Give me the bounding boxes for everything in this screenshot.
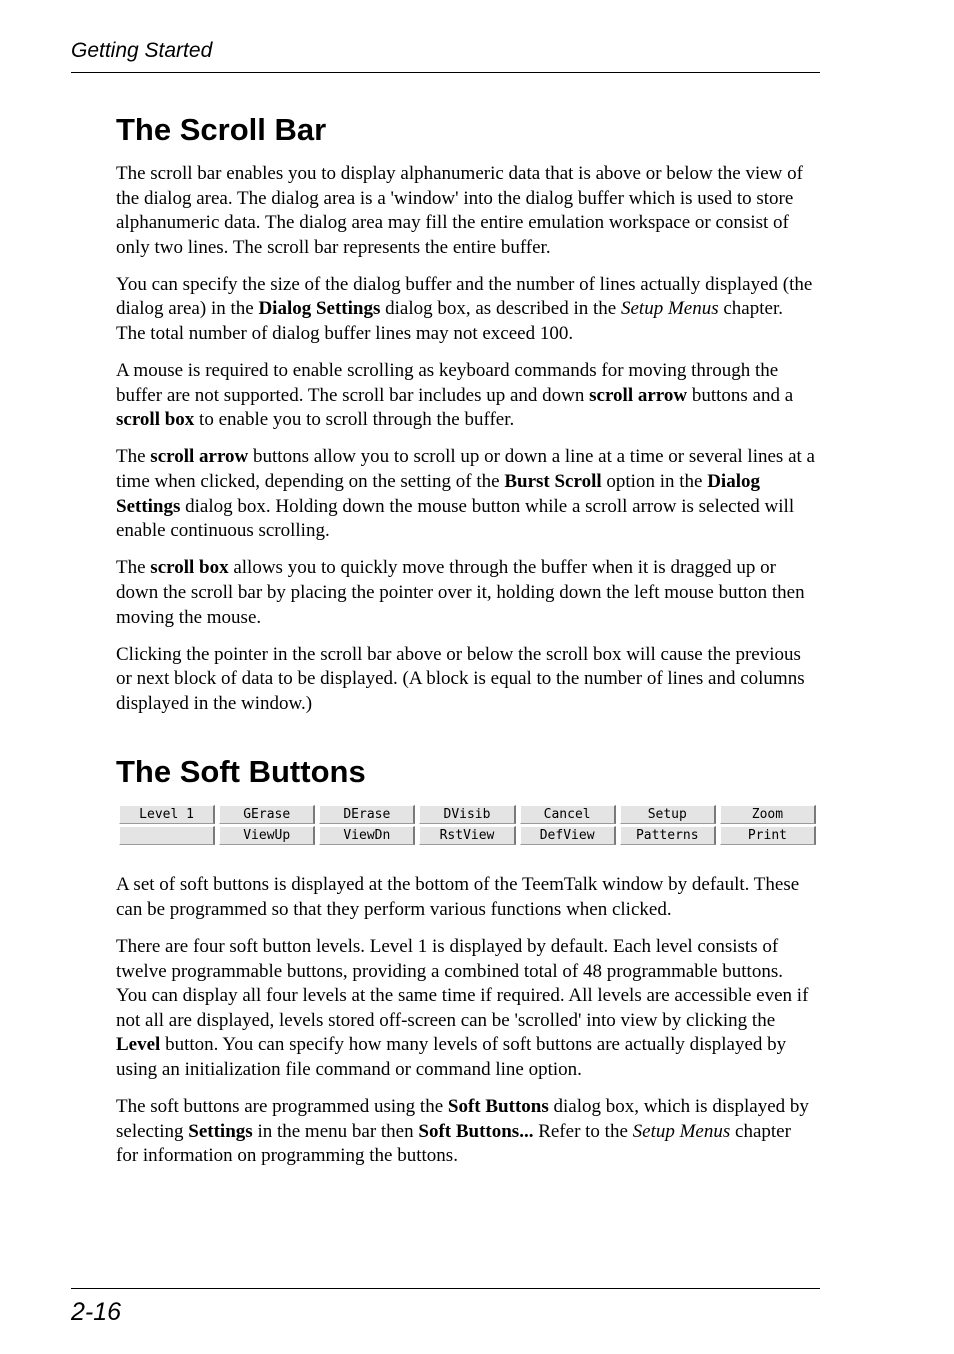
page-content bbox=[116, 108, 816, 1181]
paragraph: The scroll arrow buttons allow you to scroll up or down a line at a time or several lines at a time when clicked, depending on the setting of the Burst Scroll option in the Dialog Settings dialog box. Holding down the mouse button while a scroll arrow is selected will enable continuous scrolling. bbox=[116, 446, 815, 542]
soft-button-defview[interactable]: DefView bbox=[520, 826, 616, 845]
paragraph: A mouse is required to enable scrolling as keyboard commands for moving through the buffer are not supported. The scroll bar includes up and down scroll arrow buttons and a scroll box to enable you to scroll through the buffer. bbox=[116, 360, 794, 431]
paragraph: The scroll box allows you to quickly move through the buffer when it is dragged up or down the scroll bar by placing the pointer over it, holding down the left mouse button then moving the mouse. bbox=[116, 557, 805, 628]
soft-button-cancel[interactable]: Cancel bbox=[520, 805, 616, 824]
soft-button-viewup[interactable]: ViewUp bbox=[219, 826, 315, 845]
soft-button-dvisib[interactable]: DVisib bbox=[419, 805, 515, 824]
paragraph: You can specify the size of the dialog buffer and the number of lines actually displayed (the dialog area) in the Dialog Settings dialog box, as described in the Setup Menus chapter. The total number of dialog buffer lines may not exceed 100. bbox=[116, 273, 813, 345]
page-number: 2-16 bbox=[71, 1298, 122, 1326]
paragraph: The scroll bar enables you to display alphanumeric data that is above or below the view of the dialog area. The dialog area is a 'window' into the dialog buffer which is used to store alphanumeric data. The dialog area may fill the entire emulation workspace or consist of only two lines. The scroll bar represents the entire buffer. bbox=[116, 163, 803, 258]
paragraph: A set of soft buttons is displayed at the bottom of the TeemTalk window by default. These can be programmed so that they perform various functions when clicked. bbox=[116, 874, 800, 920]
soft-button-bar bbox=[119, 805, 816, 845]
section-heading-soft-buttons: The Soft Buttons bbox=[116, 754, 366, 790]
paragraph: There are four soft button levels. Level 1 is displayed by default. Each level consists of twelve programmable buttons, providing a combined total of 48 programmable buttons. You can display all four levels at the same time if required. All levels are accessible even if not all are displayed, levels stored off-screen can be 'scrolled' into view by clicking the Level button. You can specify how many levels of soft buttons are actually displayed by using an initialization file command or command line option. bbox=[116, 936, 809, 1081]
soft-button-gerase[interactable]: GErase bbox=[219, 805, 315, 824]
page-header bbox=[71, 38, 820, 73]
page-footer bbox=[71, 1288, 820, 1326]
soft-button-setup[interactable]: Setup bbox=[620, 805, 716, 824]
running-header-title: Getting Started bbox=[71, 39, 213, 62]
soft-button-blank[interactable] bbox=[119, 826, 215, 845]
soft-button-level[interactable]: Level 1 bbox=[119, 805, 215, 824]
soft-button-patterns[interactable]: Patterns bbox=[620, 826, 716, 845]
soft-button-derase[interactable]: DErase bbox=[319, 805, 415, 824]
soft-button-zoom[interactable]: Zoom bbox=[720, 805, 816, 824]
soft-button-viewdn[interactable]: ViewDn bbox=[319, 826, 415, 845]
paragraph: The soft buttons are programmed using the Soft Buttons dialog box, which is displayed by selecting Settings in the menu bar then Soft Buttons... Refer to the Setup Menus chapter for information on programming the buttons. bbox=[116, 1096, 809, 1167]
paragraph: Clicking the pointer in the scroll bar above or below the scroll box will cause the previous or next block of data to be displayed. (A block is equal to the number of lines and columns displayed in the window.) bbox=[116, 643, 805, 714]
soft-button-rstview[interactable]: RstView bbox=[419, 826, 515, 845]
section-heading-scroll-bar: The Scroll Bar bbox=[116, 112, 327, 147]
soft-button-print[interactable]: Print bbox=[720, 826, 816, 845]
